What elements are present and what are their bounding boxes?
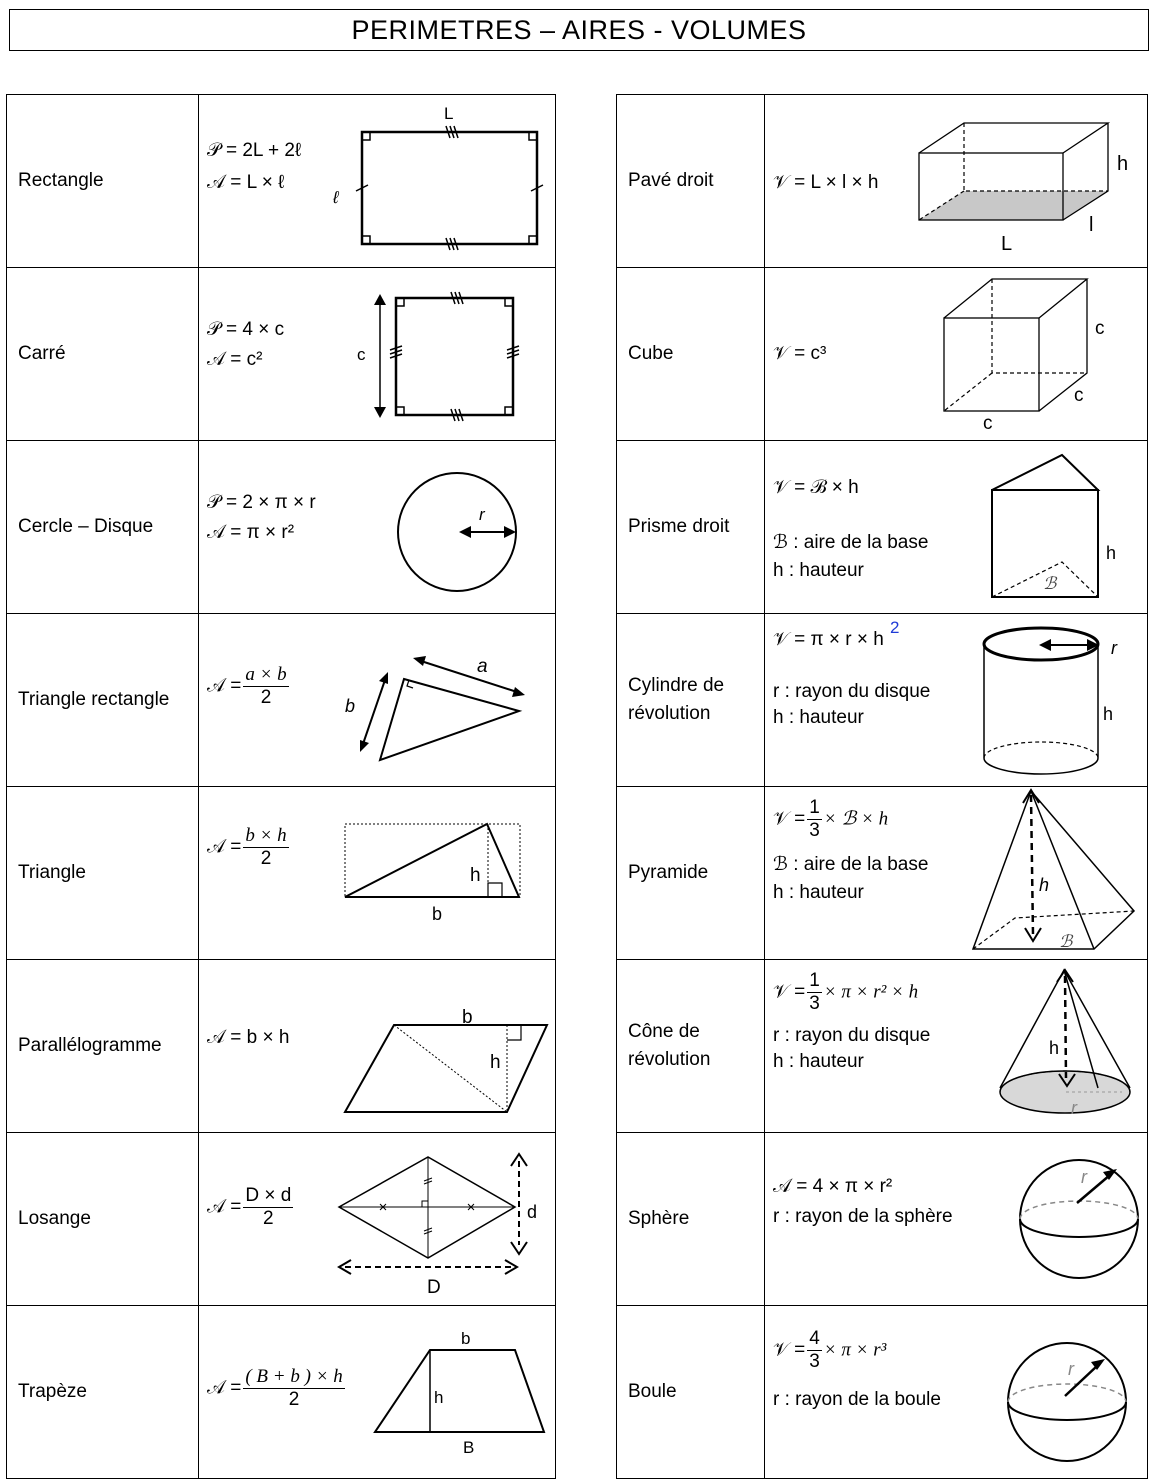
label-width: l: [1089, 214, 1094, 236]
height-legend: h : hauteur: [773, 882, 864, 903]
table-row: [7, 1306, 556, 1479]
solids-table: [616, 94, 1148, 1479]
base-legend: ℬ : aire de la base: [773, 532, 929, 553]
label-radius: r: [479, 505, 485, 524]
table-row: [7, 268, 556, 441]
table-row: [617, 614, 1148, 787]
label-hypotenuse: a: [477, 656, 488, 677]
shape-name: Trapèze: [7, 1306, 199, 1479]
formula-perimeter: 𝒫 = 2 × π × r: [207, 492, 316, 513]
page-title: PERIMETRES – AIRES - VOLUMES: [9, 9, 1149, 51]
table-row: [617, 960, 1148, 1133]
table-row: [7, 1133, 556, 1306]
formula-area: 𝒜 = b × h: [207, 1027, 290, 1048]
circle-figure: [199, 441, 556, 613]
radius-legend: r : rayon de la sphère: [773, 1206, 953, 1227]
shape-name: Carré: [7, 268, 199, 441]
formula-volume: 𝒱 = ℬ × h: [773, 477, 859, 498]
shape-name-line2: révolution: [628, 1049, 711, 1070]
label-base: b: [432, 904, 443, 924]
square-figure: [199, 268, 556, 440]
shape-name-line2: révolution: [628, 703, 711, 724]
ball-figure: [765, 1306, 1148, 1478]
table-row: [7, 441, 556, 614]
shape-name: Cercle – Disque: [7, 441, 199, 614]
label-height: h: [470, 865, 481, 886]
cube-figure: [765, 268, 1148, 440]
label-height: h: [1049, 1038, 1060, 1058]
shape-name: Rectangle: [7, 95, 199, 268]
formula-perimeter: 𝒫 = 4 × c: [207, 319, 285, 340]
label-height: h: [490, 1052, 501, 1073]
radius-legend: r : rayon du disque: [773, 681, 931, 702]
formula-volume: 𝒱 = L × l × h: [773, 172, 879, 193]
shape-name: Losange: [7, 1133, 199, 1306]
label-small-base: b: [461, 1329, 471, 1348]
label-height: h: [1039, 875, 1050, 895]
label-small-diagonal: d: [527, 1202, 538, 1222]
pyramid-figure: [765, 787, 1148, 959]
label-base: ℬ: [1043, 574, 1057, 593]
label-base: ℬ: [1059, 932, 1073, 951]
label-height: h: [1106, 543, 1117, 563]
right-triangle-figure: [199, 614, 556, 786]
label-radius: r: [1068, 1359, 1074, 1379]
formula-volume: 𝒱 = π × r × h: [773, 629, 884, 650]
rectangle-figure: [199, 95, 556, 267]
table-row: [617, 1133, 1148, 1306]
base-legend: ℬ : aire de la base: [773, 854, 929, 875]
formula-area: 𝒜 = 4 × π × r²: [773, 1176, 893, 1197]
shape-name: Prisme droit: [617, 441, 765, 614]
shape-name: Boule: [617, 1306, 765, 1479]
label-base: b: [462, 1007, 473, 1028]
formula-volume: 𝒱 = c³: [773, 343, 827, 364]
rhombus-figure: [199, 1133, 556, 1305]
shape-name-line1: Cône de: [628, 1021, 700, 1042]
table-row: [7, 960, 556, 1133]
label-edge-width: c: [983, 413, 993, 434]
shape-name: Triangle: [7, 787, 199, 960]
label-side: c: [357, 345, 366, 364]
shape-name: Pyramide: [617, 787, 765, 960]
label-large-base: B: [463, 1438, 475, 1457]
table-row: [617, 95, 1148, 268]
shape-name: Pavé droit: [617, 95, 765, 268]
formula-area: 𝒜 = $\frac{a \times b}{2}$: [207, 664, 287, 708]
cylinder-figure: [765, 614, 1148, 786]
formula-area: 𝒜 = π × r²: [207, 522, 295, 543]
trapezoid-figure: [199, 1306, 556, 1478]
height-legend: h : hauteur: [773, 707, 864, 728]
shape-name: Cube: [617, 268, 765, 441]
sphere-figure: [765, 1133, 1148, 1305]
radius-legend: r : rayon du disque: [773, 1025, 931, 1046]
label-leg: b: [345, 696, 356, 716]
cuboid-figure: [765, 95, 1148, 267]
label-height: h: [1103, 704, 1114, 724]
table-row: [7, 95, 556, 268]
formula-area: 𝒜 = $\frac{b \times h}{2}$: [207, 825, 287, 869]
label-length: L: [444, 104, 454, 123]
height-legend: h : hauteur: [773, 560, 864, 581]
shape-name: Triangle rectangle: [7, 614, 199, 787]
radius-legend: r : rayon de la boule: [773, 1389, 941, 1410]
formula-perimeter: 𝒫 = 2L + 2ℓ: [207, 140, 302, 161]
formula-exponent: 2: [890, 618, 900, 637]
label-edge-depth: c: [1074, 385, 1084, 406]
parallelogram-figure: [199, 960, 556, 1132]
shape-name-line1: Cylindre de: [628, 675, 725, 696]
plane-figures-table: [6, 94, 556, 1479]
label-radius: r: [1081, 1167, 1087, 1187]
triangle-figure: [199, 787, 556, 959]
height-legend: h : hauteur: [773, 1051, 864, 1072]
label-radius: r: [1111, 638, 1117, 658]
formula-volume: 𝒱 = $\frac{1}{3}$ × π × r² × h: [773, 970, 919, 1014]
table-row: [617, 1306, 1148, 1479]
label-width: ℓ: [333, 188, 339, 207]
table-row: [617, 787, 1148, 960]
shape-name: Parallélogramme: [7, 960, 199, 1133]
label-radius: r: [1071, 1098, 1077, 1118]
shape-name: Sphère: [617, 1133, 765, 1306]
label-edge-height: c: [1095, 318, 1105, 339]
table-row: [7, 614, 556, 787]
label-length: L: [1001, 233, 1013, 255]
formula-area: 𝒜 = c²: [207, 349, 263, 370]
table-row: [617, 268, 1148, 441]
cone-figure: [765, 960, 1148, 1132]
label-height: h: [1117, 153, 1129, 175]
formula-area: 𝒜 = L × ℓ: [207, 172, 285, 193]
formula-area: 𝒜 = $\frac{( B + b ) \times h}{2}$: [207, 1366, 343, 1410]
label-large-diagonal: D: [427, 1277, 441, 1298]
table-row: [7, 787, 556, 960]
prism-figure: [765, 441, 1148, 613]
table-row: [617, 441, 1148, 614]
formula-volume: 𝒱 = $\frac{4}{3}$ × π × r³: [773, 1328, 887, 1372]
label-height: h: [434, 1388, 444, 1407]
formula-volume: 𝒱 = $\frac{1}{3}$ × ℬ × h: [773, 797, 889, 841]
formula-area: 𝒜 = $\frac{D \times d}{2}$: [207, 1185, 292, 1229]
